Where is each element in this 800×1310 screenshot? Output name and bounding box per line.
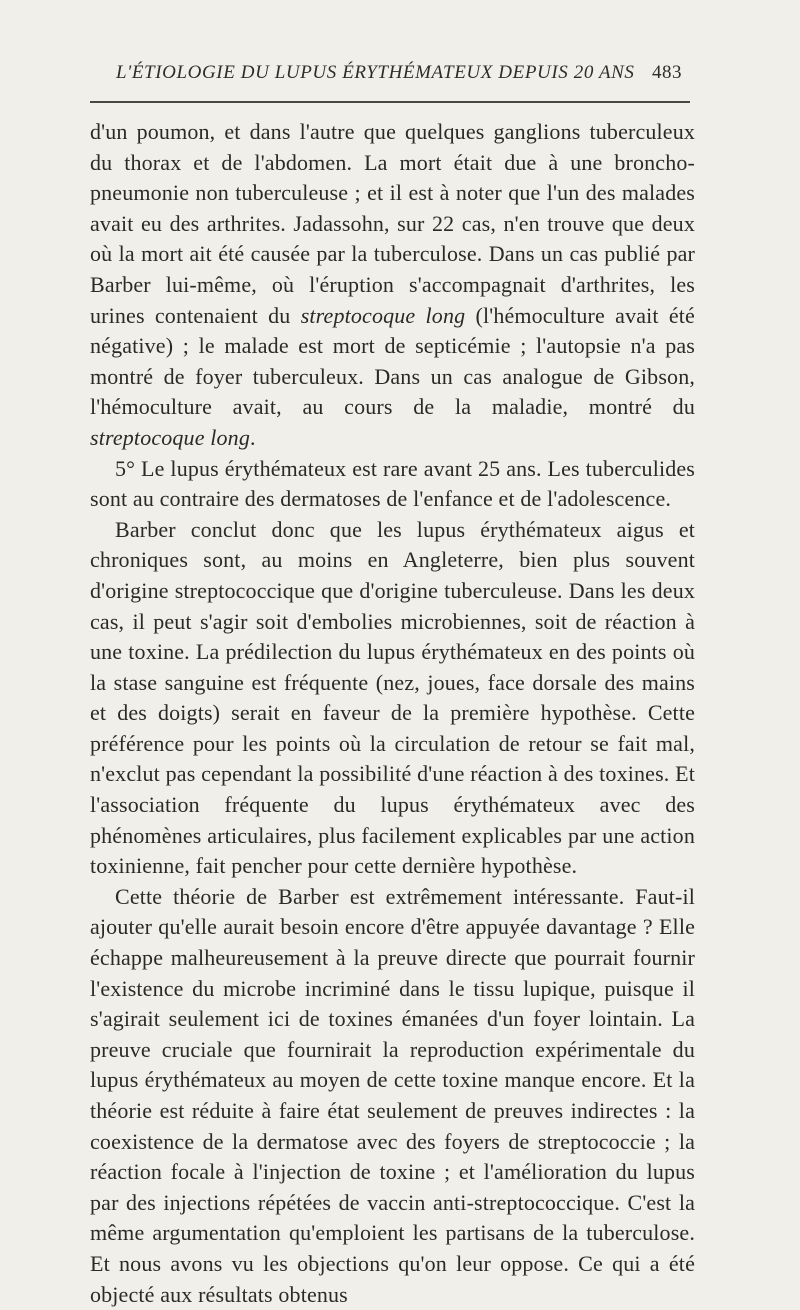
italic-term: streptocoque long [300,302,466,328]
paragraph-1: d'un poumon, et dans l'autre que quelques ganglions tuberculeux du thorax et de l'abdomen. La mort était due à une broncho-pneumonie non tuberculeuse ; et il est à noter que l'un des malades avait eu des arthrites. Jadassohn, sur 22 cas, n'en trouve que deux où la mort ait été causée par la tuberculose. Dans un cas publié par Barber lui-même, où l'éruption s'accompagnait d'arthrites, les urines contenaient du streptocoque long (l'hémoculture avait été négative) ; le malade est mort de septicémie ; l'autopsie n'a pas montré de foyer tuberculeux. Dans un cas analogue de Gibson, l'hémoculture avait, au cours de la maladie, montré du streptocoque long. [90,119,695,450]
paragraph-3: Barber conclut donc que les lupus érythémateux aigus et chroniques sont, au moins en Angleterre, bien plus souvent d'origine streptococcique que d'origine tuberculeuse. Dans les deux cas, il peut s'agir soit d'embolies microbiennes, soit de réaction à une toxine. La prédilection du lupus érythémateux en des points où la stase sanguine est fréquente (nez, joues, face dorsale des mains et des doigts) serait en faveur de la première hypothèse. Cette préférence pour les points où la circulation de retour se fait mal, n'exclut pas cependant la possibilité d'une réaction à des toxines. Et l'association fréquente du lupus érythémateux avec des phénomènes articulaires, plus facilement explicables par une action toxinienne, fait pencher pour cette dernière hypothèse. [90,516,695,879]
header-rule [90,101,690,103]
running-title: L'ÉTIOLOGIE DU LUPUS ÉRYTHÉMATEUX DEPUIS 20 ANS [116,62,635,83]
body-text [90,117,695,1310]
paragraph-2: 5° Le lupus érythémateux est rare avant 25 ans. Les tuberculides sont au contraire des dermatoses de l'enfance et de l'adolescence. [90,455,695,512]
italic-term: streptocoque long [90,424,250,450]
running-header [116,62,682,92]
paragraph-4: Cette théorie de Barber est extrêmement intéressante. Faut-il ajouter qu'elle aurait besoin encore d'être appuyée davantage ? Elle échappe malheureusement à la preuve directe que pourrait fournir l'existence du microbe incriminé dans le tissu lupique, puisque il s'agirait seulement ici de toxines émanées d'un foyer lointain. La preuve cruciale que fournirait la reproduction expérimentale du lupus érythémateux au moyen de cette toxine manque encore. Et la théorie est réduite à faire état seulement de preuves indirectes : la coexistence de la dermatose avec des foyers de streptococcie ; la réaction focale à l'injection de toxine ; et l'amélioration du lupus par des injections répétées de vaccin anti-streptococcique. C'est la même argumentation qu'emploient les partisans de la tuberculose. Et nous avons vu les objections qu'on leur oppose. Ce qui a été objecté aux résultats obtenus [90,883,695,1307]
page-number: 483 [652,62,682,83]
